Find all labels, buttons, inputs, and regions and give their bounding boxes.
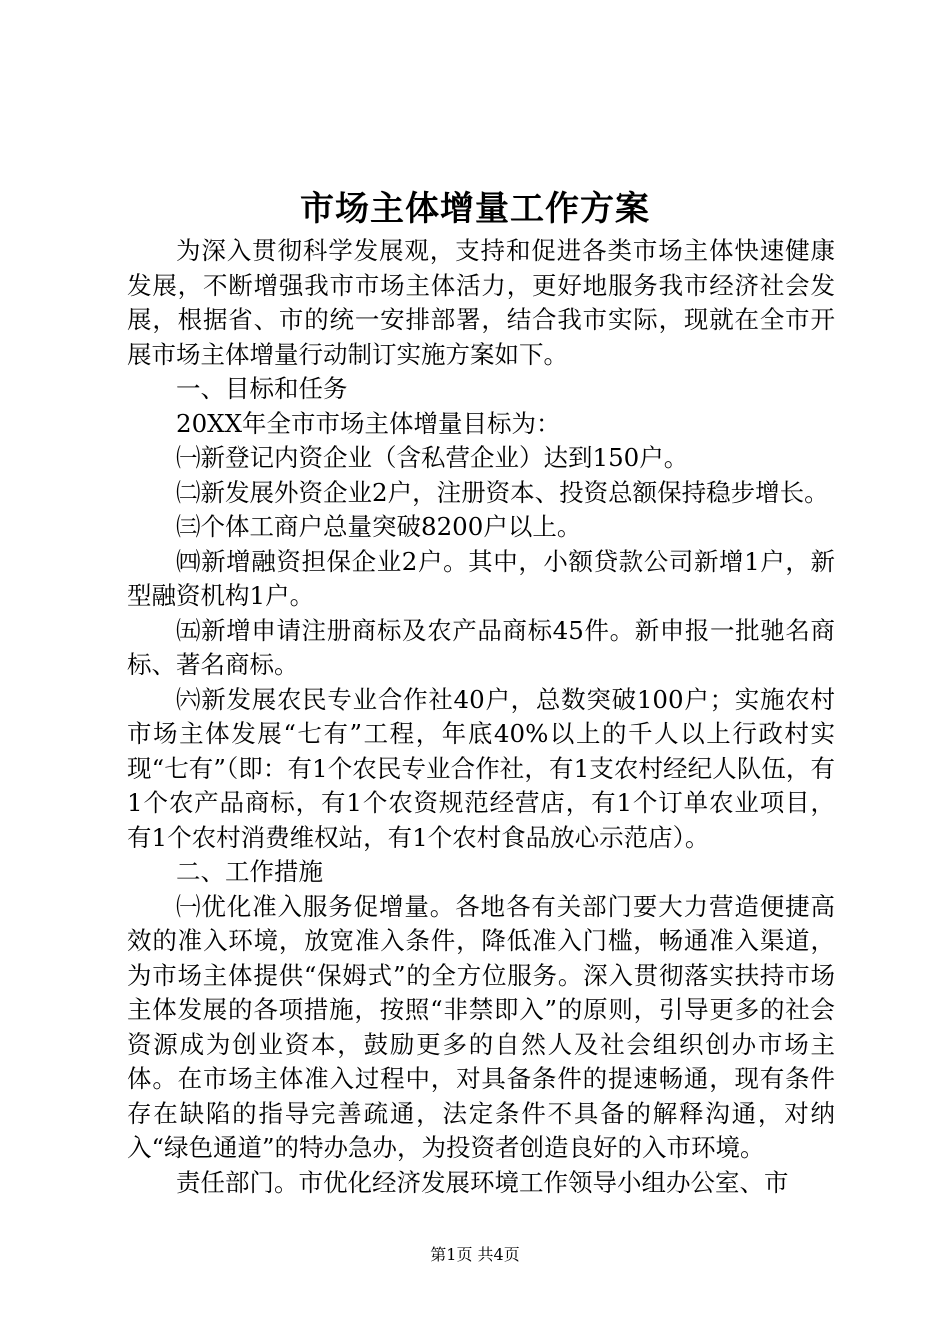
responsible-departments: 责任部门。市优化经济发展环境工作领导小组办公室、市	[176, 1167, 789, 1197]
document-body	[127, 234, 835, 1200]
goal-item-4: ㈣新增融资担保企业2户。其中，小额贷款公司新增1户，新型融资机构1户。	[127, 546, 835, 610]
goals-intro: 20XX年全市市场主体增量目标为：	[176, 408, 561, 438]
page-number: 第1页 共4页	[430, 1245, 520, 1264]
section-heading-goals: 一、目标和任务	[176, 374, 348, 403]
goal-item-6: ㈥新发展农民专业合作社40户，总数突破100户；实施农村市场主体发展“七有”工程，年底40%以上的千人以上行政村实现“七有”（即：有1个农民专业合作社，有1支农村经纪人队伍，有1个农产品商标，有1个农资规范经营店，有1个订单农业项目，有1个农村消费维权站，有1个农村食品放心示范店）。	[127, 684, 835, 852]
goal-item-3: ㈢个体工商户总量突破8200户以上。	[176, 512, 582, 541]
goal-item-2: ㈡新发展外资企业2户，注册资本、投资总额保持稳步增长。	[176, 477, 829, 507]
document-title: 市场主体增量工作方案	[300, 189, 650, 229]
goal-item-5: ㈤新增申请注册商标及农产品商标45件。新申报一批驰名商标、著名商标。	[127, 615, 835, 679]
section-heading-measures: 二、工作措施	[176, 857, 323, 886]
measure-item-1: ㈠优化准入服务促增量。各地各有关部门要大力营造便捷高效的准入环境，放宽准入条件，降低准入门槛，畅通准入渠道，为市场主体提供“保姆式”的全方位服务。深入贯彻落实扶持市场主体发展的各项措施，按照“非禁即入”的原则，引导更多的社会资源成为创业资本，鼓励更多的自然人及社会组织创办市场主体。在市场主体准入过程中，对具备条件的提速畅通，现有条件存在缺陷的指导完善疏通，法定条件不具备的解释沟通，对纳入“绿色通道”的特办急办，为投资者创造良好的入市环境。	[127, 891, 835, 1162]
intro-paragraph: 为深入贯彻科学发展观，支持和促进各类市场主体快速健康发展，不断增强我市市场主体活力，更好地服务我市经济社会发展，根据省、市的统一安排部署，结合我市实际，现就在全市开展市场主体增量行动制订实施方案如下。	[127, 236, 835, 369]
goal-item-1: ㈠新登记内资企业（含私营企业）达到150户。	[176, 443, 689, 472]
